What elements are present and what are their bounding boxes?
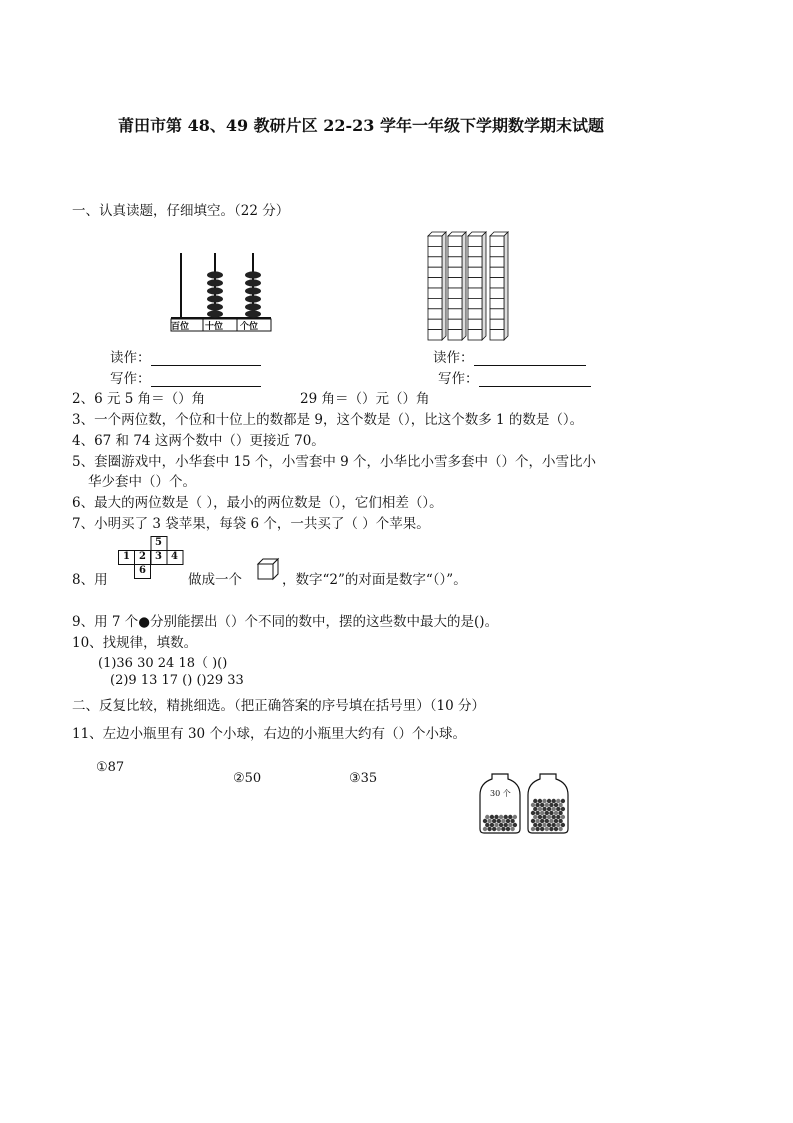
ball (531, 803, 535, 807)
ball (494, 823, 498, 827)
read-as-right: 读作： (433, 346, 586, 366)
unit-cube (490, 236, 504, 246)
unit-cube (468, 236, 482, 246)
ball (487, 827, 491, 831)
ball (554, 811, 558, 815)
ball (535, 811, 539, 815)
ball (531, 827, 535, 831)
unit-cube (428, 319, 442, 329)
ball (504, 815, 508, 819)
question-3: 3、一个两位数，个位和十位上的数都是 9，这个数是（），比这个数多 1 的数是（）。 (72, 412, 584, 428)
ball (538, 815, 542, 819)
abacus-label-hundreds: 百位 (171, 322, 190, 332)
ball (533, 823, 537, 827)
ball (485, 815, 489, 819)
write-as-right: 写作： (438, 367, 591, 387)
unit-cube (428, 288, 442, 298)
ball (556, 823, 560, 827)
ball (561, 799, 565, 803)
ball (487, 819, 491, 823)
ball (542, 815, 546, 819)
unit-cube (448, 246, 462, 256)
ball (533, 815, 537, 819)
ball (561, 815, 565, 819)
ball (535, 803, 539, 807)
ball (508, 823, 512, 827)
ball (552, 799, 556, 803)
ball (552, 823, 556, 827)
ball (538, 799, 542, 803)
cube-net-cell-4: 4 (171, 551, 178, 562)
ten-rod (448, 232, 466, 340)
unit-cube (468, 309, 482, 319)
ball (506, 819, 510, 823)
unit-cube (428, 246, 442, 256)
ball (499, 815, 503, 819)
ball (547, 799, 551, 803)
ball (540, 811, 544, 815)
ball (540, 827, 544, 831)
ball (558, 803, 562, 807)
unit-cube (448, 267, 462, 277)
question-2b: 29 角＝（）元（）角 (300, 391, 430, 407)
ball (508, 815, 512, 819)
ball (494, 815, 498, 819)
ball (547, 807, 551, 811)
unit-cube (468, 267, 482, 277)
unit-cube (490, 267, 504, 277)
unit-cube (448, 298, 462, 308)
question-6: 6、最大的两位数是（ ），最小的两位数是（），它们相差（）。 (72, 495, 443, 511)
ball (556, 815, 560, 819)
cube-net-cell-5: 5 (155, 537, 162, 548)
question-10-part2: (2)9 13 17 () ()29 33 (110, 673, 244, 688)
read-as-right-blank[interactable] (474, 351, 586, 366)
option-2[interactable]: ②50 (233, 771, 262, 786)
unit-cube (468, 298, 482, 308)
unit-cube (448, 309, 462, 319)
unit-cube (490, 278, 504, 288)
jar-label: 30 个 (490, 789, 511, 798)
unit-cube (490, 330, 504, 340)
question-5-line2: 华少套中（）个。 (88, 474, 196, 490)
cube-net-cell-2: 2 (139, 551, 146, 562)
ball (483, 819, 487, 823)
ball (533, 799, 537, 803)
ball (535, 819, 539, 823)
ball (531, 819, 535, 823)
unit-cube (448, 319, 462, 329)
unit-cube (468, 330, 482, 340)
unit-cube (490, 246, 504, 256)
ball (533, 807, 537, 811)
page-title: 莆田市第 48、49 教研片区 22-23 学年一年级下学期数学期末试题 (118, 116, 604, 135)
question-4: 4、67 和 74 这两个数中（）更接近 70。 (72, 433, 325, 449)
section2-heading: 二、反复比较，精挑细选。（把正确答案的序号填在括号里）（10 分） (72, 698, 485, 714)
ball (510, 819, 514, 823)
ball (547, 815, 551, 819)
write-as-left: 写作： (110, 367, 261, 387)
unit-cube (448, 257, 462, 267)
unit-cube (468, 257, 482, 267)
unit-cube (448, 288, 462, 298)
ten-rod (490, 232, 508, 340)
ten-rods-figure (428, 230, 510, 342)
ball (497, 827, 501, 831)
section1-heading: 一、认真读题，仔细填空。（22 分） (72, 203, 290, 219)
ball (490, 823, 494, 827)
ball (554, 803, 558, 807)
read-as-left-blank[interactable] (151, 351, 261, 366)
ball (561, 823, 565, 827)
ten-rod (428, 232, 446, 340)
unit-cube (428, 267, 442, 277)
unit-cube (428, 278, 442, 288)
ball (561, 807, 565, 811)
ball (547, 823, 551, 827)
ball (483, 827, 487, 831)
unit-cube (490, 298, 504, 308)
cube-net-cell-1: 1 (123, 551, 130, 562)
write-as-left-blank[interactable] (151, 372, 261, 387)
ball (513, 823, 517, 827)
unit-cube (490, 257, 504, 267)
ball (492, 819, 496, 823)
ball (558, 811, 562, 815)
ball (549, 819, 553, 823)
ball (538, 807, 542, 811)
question-5-line1: 5、套圈游戏中，小华套中 15 个，小雪套中 9 个，小华比小雪多套中（）个，小雪比小 (72, 454, 597, 470)
ball (556, 807, 560, 811)
ball (497, 819, 501, 823)
ball (545, 819, 549, 823)
cube-icon (257, 558, 279, 580)
option-3[interactable]: ③35 (349, 771, 378, 786)
cube-net-cell-3: 3 (155, 551, 162, 562)
ball (499, 823, 503, 827)
ball (492, 827, 496, 831)
unit-cube (468, 246, 482, 256)
ball (554, 819, 558, 823)
ball (542, 823, 546, 827)
ball (554, 827, 558, 831)
question-8-suffix: ，数字“2”的对面是数字“（）”。 (282, 572, 467, 588)
ball (549, 811, 553, 815)
jars-figure (480, 772, 570, 834)
ball (549, 827, 553, 831)
ball (556, 799, 560, 803)
unit-cube (428, 298, 442, 308)
write-as-right-blank[interactable] (479, 372, 591, 387)
question-2a: 2、6 元 5 角＝（）角 (72, 391, 206, 407)
ball (510, 827, 514, 831)
ball (535, 827, 539, 831)
ball (542, 799, 546, 803)
ball (490, 815, 494, 819)
ball (501, 827, 505, 831)
unit-cube (428, 330, 442, 340)
ball (506, 827, 510, 831)
ball (540, 803, 544, 807)
abacus-label-tens: 十位 (205, 322, 224, 332)
ball (531, 811, 535, 815)
question-9: 9、用 7 个●分别能摆出（）个不同的数中，摆的这些数中最大的是()。 (72, 614, 499, 630)
ball (552, 815, 556, 819)
unit-cube (428, 309, 442, 319)
unit-cube (448, 236, 462, 246)
read-as-left: 读作： (110, 346, 261, 366)
ball (513, 815, 517, 819)
unit-cube (448, 278, 462, 288)
question-8-prefix: 8、用 (72, 572, 108, 588)
ball (558, 827, 562, 831)
question-10-part1: (1)36 30 24 18（ )() (98, 656, 228, 671)
unit-cube (468, 319, 482, 329)
unit-cube (468, 288, 482, 298)
unit-cube (448, 330, 462, 340)
question-11: 11、左边小瓶里有 30 个小球，右边的小瓶里大约有（）个小球。 (72, 726, 466, 742)
ball (558, 819, 562, 823)
ball (501, 819, 505, 823)
ball (485, 823, 489, 827)
unit-cube (468, 278, 482, 288)
ball (545, 803, 549, 807)
question-7: 7、小明买了 3 袋苹果，每袋 6 个，一共买了（ ）个苹果。 (72, 516, 430, 532)
ball (540, 819, 544, 823)
question-8-middle: 做成一个 (188, 572, 242, 588)
unit-cube (490, 309, 504, 319)
unit-cube (490, 319, 504, 329)
ball (545, 811, 549, 815)
unit-cube (490, 288, 504, 298)
abacus-label-ones: 个位 (240, 322, 259, 332)
ten-rod (468, 232, 486, 340)
unit-cube (428, 257, 442, 267)
ball (552, 807, 556, 811)
ball (549, 803, 553, 807)
ball (542, 807, 546, 811)
question-10: 10、找规律，填数。 (72, 635, 198, 651)
ball (538, 823, 542, 827)
cube-net-cell-6: 6 (139, 565, 146, 576)
unit-cube (428, 236, 442, 246)
option-1[interactable]: ①87 (96, 760, 125, 775)
ball (545, 827, 549, 831)
ball (504, 823, 508, 827)
